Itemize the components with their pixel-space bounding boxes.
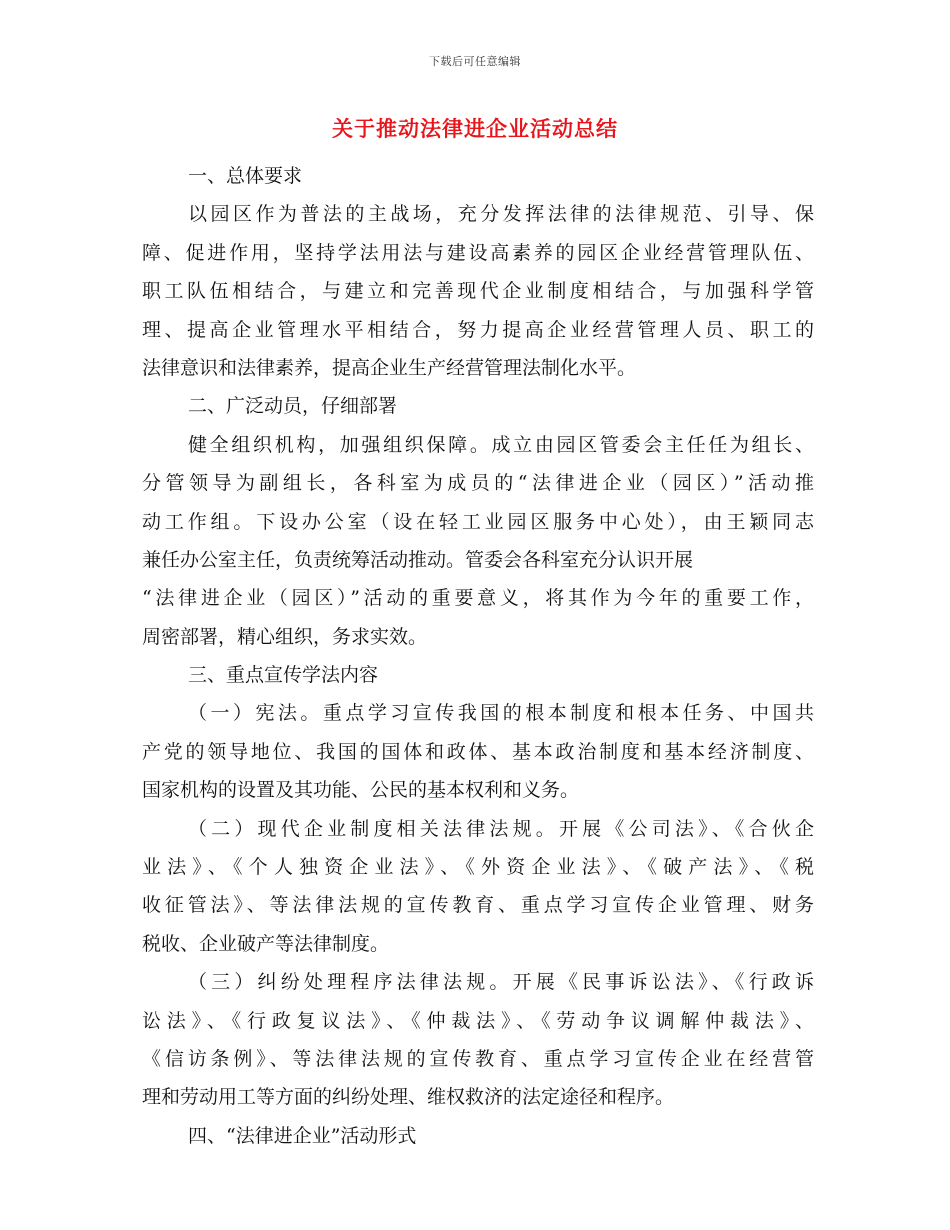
paragraph-line: “法律进企业（园区）”活动的重要意义，将其作为今年的重要工作， bbox=[142, 587, 814, 610]
paragraph-line: 健全组织机构，加强组织保障。成立由园区管委会主任任为组长、 bbox=[188, 433, 814, 456]
paragraph-line: 理、提高企业管理水平相结合，努力提高企业经营管理人员、职工的 bbox=[142, 318, 814, 341]
section-heading: 三、重点宣传学法内容 bbox=[188, 664, 379, 687]
paragraph-line: 职工队伍相结合，与建立和完善现代企业制度相结合，与加强科学管 bbox=[142, 280, 814, 303]
paragraph-line: 周密部署，精心组织，务求实效。 bbox=[142, 625, 428, 648]
paragraph-line: 以园区作为普法的主战场，充分发挥法律的法律规范、引导、保 bbox=[188, 203, 814, 226]
paragraph-line: （二）现代企业制度相关法律法规。开展《公司法》、《合伙企 bbox=[188, 817, 814, 840]
document-body bbox=[142, 157, 814, 1155]
paragraph-line: （三）纠纷处理程序法律法规。开展《民事诉讼法》、《行政诉 bbox=[188, 971, 814, 994]
paragraph-line: （一）宪法。重点学习宣传我国的根本制度和根本任务、中国共 bbox=[188, 702, 814, 725]
paragraph-line: 法律意识和法律素养，提高企业生产经营管理法制化水平。 bbox=[142, 356, 637, 379]
paragraph-line: 收征管法》、等法律法规的宣传教育、重点学习宣传企业管理、财务 bbox=[142, 894, 814, 917]
section-heading: 二、广泛动员，仔细部署 bbox=[188, 395, 398, 418]
paragraph-line: 讼法》、《行政复议法》、《仲裁法》、《劳动争议调解仲裁法》、 bbox=[142, 1009, 814, 1032]
paragraph-line: 障、促进作用，坚持学法用法与建设高素养的园区企业经营管理队伍、 bbox=[142, 241, 814, 264]
paragraph-line: 产党的领导地位、我国的国体和政体、基本政治制度和基本经济制度、 bbox=[142, 740, 814, 763]
paragraph-line: 业法》、《个人独资企业法》、《外资企业法》、《破产法》、《税 bbox=[142, 856, 814, 879]
paragraph-line: 动工作组。下设办公室（设在轻工业园区服务中心处），由王颖同志 bbox=[142, 510, 814, 533]
paragraph-line: 税收、企业破产等法律制度。 bbox=[142, 932, 390, 955]
paragraph-line: 《信访条例》、等法律法规的宣传教育、重点学习宣传企业在经营管 bbox=[142, 1047, 814, 1070]
paragraph-line: 理和劳动用工等方面的纠纷处理、维权救济的法定途径和程序。 bbox=[142, 1086, 675, 1109]
header-note: 下载后可任意编辑 bbox=[429, 55, 521, 68]
document-title: 关于推动法律进企业活动总结 bbox=[332, 116, 618, 141]
paragraph-line: 分管领导为副组长，各科室为成员的“法律进企业（园区）”活动推 bbox=[142, 472, 814, 495]
section-heading: 一、总体要求 bbox=[188, 165, 303, 187]
section-heading: 四、“法律进企业”活动形式 bbox=[188, 1124, 417, 1147]
paragraph-line: 兼任办公室主任，负责统筹活动推动。管委会各科室充分认识开展 bbox=[142, 548, 694, 571]
paragraph-line: 国家机构的设置及其功能、公民的基本权利和义务。 bbox=[142, 779, 580, 802]
